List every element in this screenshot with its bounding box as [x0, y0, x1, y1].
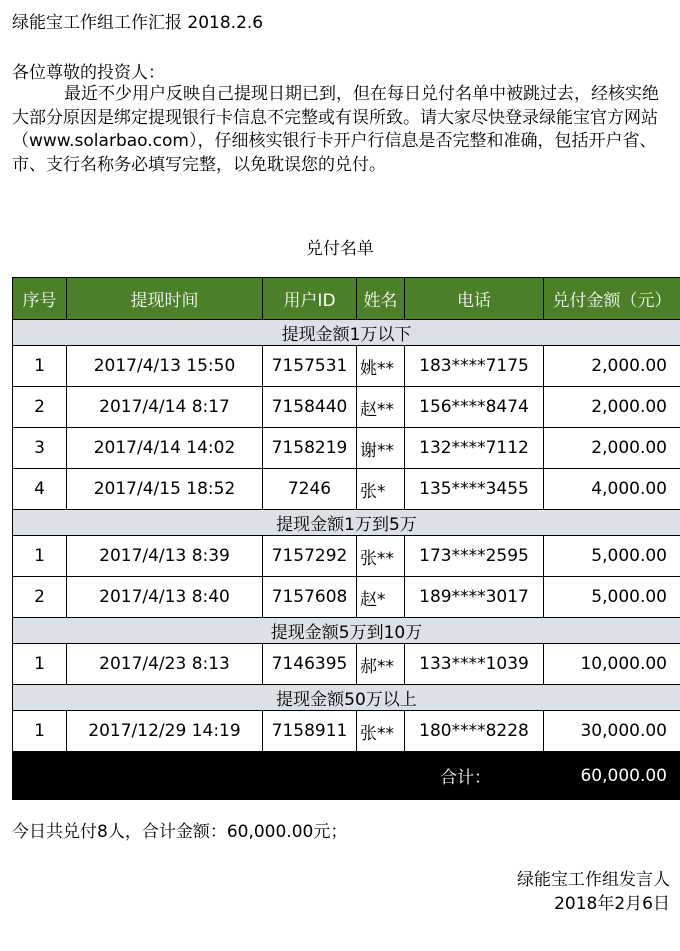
cell-phone: 180****8228	[405, 711, 544, 752]
table-row	[13, 536, 680, 577]
cell-index: 1	[13, 711, 67, 752]
group-label: 提现金额1万到5万	[13, 510, 680, 536]
cell-index: 3	[13, 428, 67, 469]
table-body	[13, 320, 680, 800]
cell-user-id: 7157531	[263, 346, 357, 387]
cell-time: 2017/4/14 14:02	[67, 428, 263, 469]
cell-name: 张**	[357, 711, 405, 752]
signature-date: 2018年2月6日	[554, 894, 670, 914]
cell-user-id: 7158440	[263, 387, 357, 428]
cell-amount: 5,000.00	[544, 577, 680, 618]
group-header-row	[13, 618, 680, 644]
cell-amount: 5,000.00	[544, 536, 680, 577]
cell-amount: 2,000.00	[544, 387, 680, 428]
total-amount: 60,000.00	[544, 752, 680, 800]
signature-block	[517, 868, 670, 916]
cell-index: 1	[13, 346, 67, 387]
cell-index: 1	[13, 644, 67, 685]
group-header-row	[13, 685, 680, 711]
cell-name: 赵*	[357, 577, 405, 618]
table-row	[13, 577, 680, 618]
cell-user-id: 7158911	[263, 711, 357, 752]
cell-name: 张**	[357, 536, 405, 577]
summary-line: 今日共兑付8人，合计金额：60,000.00元；	[12, 822, 348, 842]
group-label: 提现金额50万以上	[13, 685, 680, 711]
cell-time: 2017/4/13 8:40	[67, 577, 263, 618]
column-header-amount: 兑付金额（元）	[544, 278, 680, 320]
table-header-row	[13, 278, 680, 320]
cell-user-id: 7157608	[263, 577, 357, 618]
cell-index: 2	[13, 577, 67, 618]
table-row	[13, 346, 680, 387]
cell-phone: 183****7175	[405, 346, 544, 387]
column-header-phone: 电话	[405, 278, 544, 320]
cell-user-id: 7246	[263, 469, 357, 510]
cell-phone: 189****3017	[405, 577, 544, 618]
cell-phone: 173****2595	[405, 536, 544, 577]
cell-name: 谢**	[357, 428, 405, 469]
cell-amount: 4,000.00	[544, 469, 680, 510]
cell-phone: 156****8474	[405, 387, 544, 428]
cell-user-id: 7146395	[263, 644, 357, 685]
table-row	[13, 711, 680, 752]
cell-time: 2017/4/15 18:52	[67, 469, 263, 510]
cell-time: 2017/4/14 8:17	[67, 387, 263, 428]
payout-table	[12, 277, 680, 800]
column-header-name: 姓名	[357, 278, 405, 320]
cell-amount: 30,000.00	[544, 711, 680, 752]
total-row	[13, 752, 680, 800]
group-header-row	[13, 510, 680, 536]
cell-time: 2017/12/29 14:19	[67, 711, 263, 752]
cell-time: 2017/4/13 8:39	[67, 536, 263, 577]
group-label: 提现金额5万到10万	[13, 618, 680, 644]
cell-name: 张*	[357, 469, 405, 510]
cell-user-id: 7157292	[263, 536, 357, 577]
cell-phone: 135****3455	[405, 469, 544, 510]
table-row	[13, 387, 680, 428]
cell-index: 1	[13, 536, 67, 577]
cell-name: 赵**	[357, 387, 405, 428]
cell-index: 2	[13, 387, 67, 428]
table-row	[13, 644, 680, 685]
cell-time: 2017/4/13 15:50	[67, 346, 263, 387]
column-header-time: 提现时间	[67, 278, 263, 320]
group-header-row	[13, 320, 680, 346]
report-title: 绿能宝工作组工作汇报 2018.2.6	[12, 13, 264, 33]
column-header-user-id: 用户ID	[263, 278, 357, 320]
cell-name: 姚**	[357, 346, 405, 387]
cell-index: 4	[13, 469, 67, 510]
total-label: 合计：	[13, 752, 544, 800]
signature-org: 绿能宝工作组发言人	[517, 870, 670, 890]
notice-body: 最近不少用户反映自己提现日期已到，但在每日兑付名单中被跳过去，经核实绝大部分原因是绑定提现银行卡信息不完整或有误所致。请大家尽快登录绿能宝官方网站（www.solarbao.com），仔细核实银行卡开户行信息是否完整和准确，包括开户省、市、支行名称务必填写完整，以免耽误您的兑付。	[12, 84, 659, 175]
cell-phone: 132****7112	[405, 428, 544, 469]
greeting: 各位尊敬的投资人：	[12, 63, 165, 83]
cell-time: 2017/4/23 8:13	[67, 644, 263, 685]
cell-amount: 10,000.00	[544, 644, 680, 685]
group-label: 提现金额1万以下	[13, 320, 680, 346]
table-row	[13, 428, 680, 469]
table-row	[13, 469, 680, 510]
cell-user-id: 7158219	[263, 428, 357, 469]
column-header-index: 序号	[13, 278, 67, 320]
list-title: 兑付名单	[306, 239, 374, 259]
cell-name: 郝**	[357, 644, 405, 685]
cell-amount: 2,000.00	[544, 428, 680, 469]
cell-amount: 2,000.00	[544, 346, 680, 387]
cell-phone: 133****1039	[405, 644, 544, 685]
